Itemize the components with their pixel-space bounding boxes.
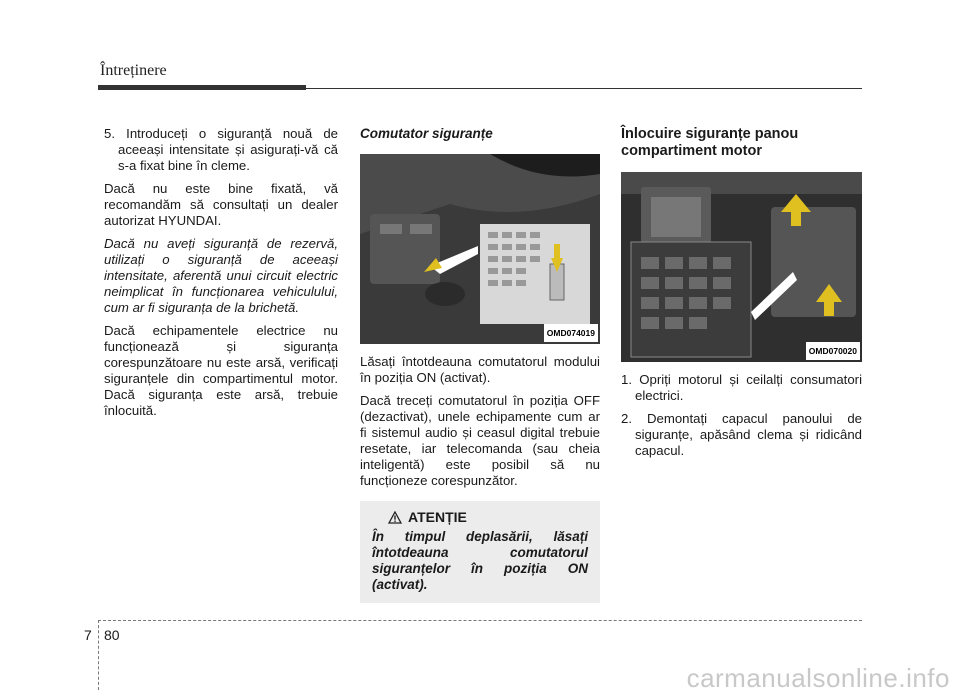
warning-triangle-icon	[388, 511, 402, 524]
paragraph-engine-fuses: Dacă echipamentele electrice nu funcționează și siguranța corespunzătoare nu este arsă, verificați siguranțele din compartimentul motor. Dacă siguranța este arsă, trebuie înlocuită.	[104, 323, 338, 418]
photo-code: OMD074019	[544, 324, 598, 342]
engine-panel-heading: Înlocuire siguranțe panou compartiment motor	[621, 126, 799, 159]
engine-bay-illustration	[621, 172, 862, 362]
step-1: 1. Opriți motorul și ceilalți consumatori electrici.	[621, 372, 862, 403]
paragraph-off-effects: Dacă treceți comutatorul în poziția OFF (dezactivat), unele echipamente cum ar fi sistemul audio și ceasul digital trebuie resetate, iar telecomanda (sau cheia inteligentă) este posibil să nu funcționeze corespunzător.	[360, 393, 600, 488]
fuse-switch-heading: Comutator siguranțe	[360, 126, 493, 141]
caution-title	[372, 509, 588, 525]
watermark: carmanualsonline.info	[686, 663, 950, 693]
caution-title-text: ATENȚIE	[408, 509, 467, 525]
fuse-switch-photo	[360, 154, 600, 344]
photo-code: OMD070020	[806, 342, 860, 360]
paragraph-spare-fuse: Dacă nu aveți siguranță de rezervă, utilizați o siguranță de aceeași intensitate, aferentă unui circuit electric neimplicat în funcționarea vehiculului, cum ar fi siguranța de la brichetă.	[104, 236, 338, 315]
step-2: 2. Demontați capacul panoului de siguranțe, apăsând clema și ridicând capacul.	[621, 411, 862, 458]
step-5: 5. Introduceți o siguranță nouă de aceeași intensitate și asigurați-vă că s-a fixat bine în cleme.	[104, 126, 338, 173]
header-rule-thin	[306, 88, 862, 89]
page-number: 80	[104, 627, 120, 643]
dashboard-illustration	[360, 154, 600, 344]
column-3	[621, 126, 862, 466]
engine-panel-photo	[621, 172, 862, 362]
paragraph-keep-on: Lăsați întotdeauna comutatorul modului în poziția ON (activat).	[360, 354, 600, 385]
caution-text: În timpul deplasării, lăsați întotdeauna comutatorul siguranțelor în poziția ON (activat).	[372, 529, 588, 592]
column-1	[104, 126, 338, 426]
footer-divider	[98, 620, 99, 690]
chapter-number: 7	[84, 627, 92, 643]
column-2	[360, 126, 600, 603]
section-title: Întreținere	[100, 62, 167, 79]
paragraph-dealer: Dacă nu este bine fixată, vă recomandăm să consultați un dealer autorizat HYUNDAI.	[104, 181, 338, 228]
footer-rule	[98, 620, 862, 621]
caution-box	[360, 501, 600, 603]
header-rule-thick	[98, 85, 306, 90]
